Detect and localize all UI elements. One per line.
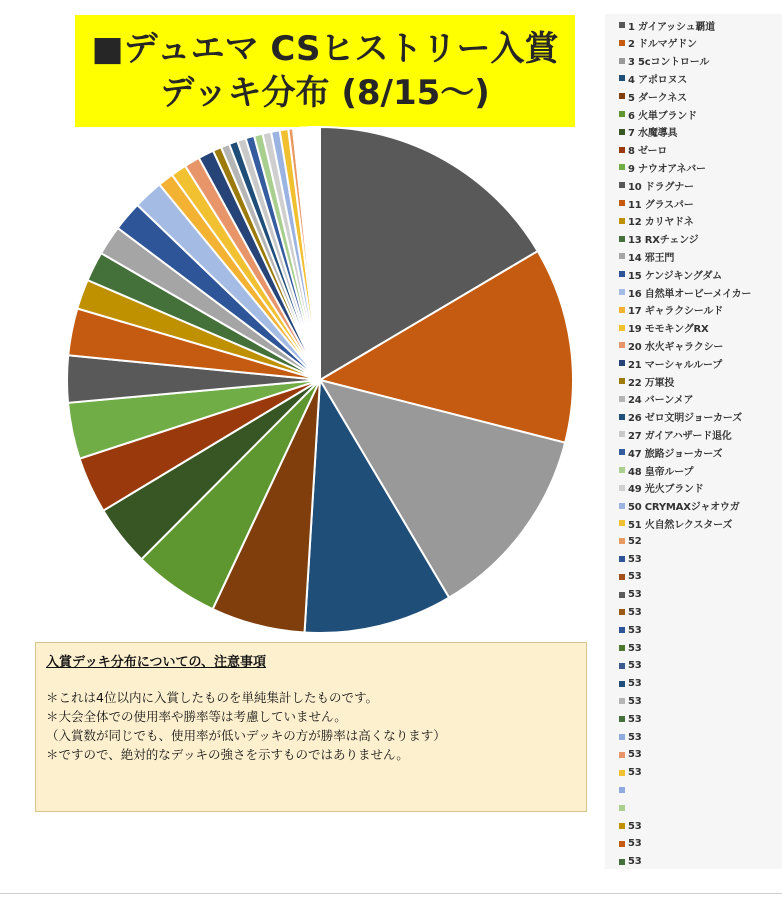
legend-swatch bbox=[619, 805, 625, 811]
legend-item bbox=[619, 462, 693, 478]
legend-swatch bbox=[619, 574, 625, 580]
legend-item bbox=[619, 142, 667, 158]
legend-item bbox=[619, 373, 674, 389]
legend-label: 19 モモキングRX bbox=[628, 324, 709, 336]
legend-label: 16 自然単オービーメイカー bbox=[628, 288, 752, 300]
legend-item bbox=[619, 515, 732, 531]
legend bbox=[605, 14, 782, 869]
legend-item bbox=[619, 729, 642, 745]
notes-box bbox=[35, 642, 587, 812]
note-line: ＊ですので、絶対的なデッキの強さを示すものではありません。 bbox=[46, 747, 409, 762]
legend-item bbox=[619, 836, 642, 852]
legend-swatch bbox=[619, 627, 625, 633]
legend-swatch bbox=[619, 93, 625, 99]
legend-item bbox=[619, 711, 642, 727]
legend-label: 21 マーシャルループ bbox=[628, 359, 723, 371]
legend-swatch bbox=[619, 520, 625, 526]
legend-item bbox=[619, 70, 687, 86]
legend-swatch bbox=[619, 360, 625, 366]
legend-label: 2 ドルマゲドン bbox=[628, 39, 697, 51]
legend-label: 53 bbox=[628, 606, 642, 618]
legend-item bbox=[619, 302, 723, 318]
legend-item bbox=[619, 320, 709, 336]
legend-item bbox=[619, 213, 694, 229]
legend-swatch bbox=[619, 841, 625, 847]
legend-label: 22 万軍投 bbox=[628, 377, 675, 389]
legend-label: 27 ガイアハザード退化 bbox=[628, 430, 732, 442]
legend-label: 53 bbox=[628, 695, 642, 707]
legend-label: 8 ゼーロ bbox=[628, 146, 668, 158]
legend-item bbox=[619, 658, 642, 674]
legend-swatch bbox=[619, 147, 625, 153]
legend-item bbox=[619, 533, 642, 549]
legend-item bbox=[619, 337, 723, 353]
legend-item bbox=[619, 640, 642, 656]
legend-swatch bbox=[619, 592, 625, 598]
legend-swatch bbox=[619, 538, 625, 544]
legend-swatch bbox=[619, 218, 625, 224]
legend-label: 53 bbox=[628, 838, 642, 850]
legend-label: 7 水魔導具 bbox=[628, 128, 678, 140]
legend-label: 51 火自然レクスターズ bbox=[628, 519, 733, 531]
legend-swatch bbox=[619, 58, 625, 64]
legend-item bbox=[619, 284, 751, 300]
legend-item bbox=[619, 498, 740, 514]
legend-swatch bbox=[619, 823, 625, 829]
legend-swatch bbox=[619, 253, 625, 259]
legend-swatch bbox=[619, 129, 625, 135]
legend-label: 53 bbox=[628, 731, 642, 743]
legend-swatch bbox=[619, 770, 625, 776]
legend-swatch bbox=[619, 485, 625, 491]
legend-swatch bbox=[619, 609, 625, 615]
legend-label: 53 bbox=[628, 571, 642, 583]
legend-label: 15 ケンジキングダム bbox=[628, 270, 722, 282]
legend-label: 48 皇帝ループ bbox=[628, 466, 694, 478]
legend-item bbox=[619, 159, 706, 175]
notes-title: 入賞デッキ分布についての、注意事項 bbox=[46, 655, 266, 670]
legend-label: 53 bbox=[628, 624, 642, 636]
legend-label: 17 ギャラクシールド bbox=[628, 306, 723, 318]
legend-item bbox=[619, 569, 642, 585]
legend-item bbox=[619, 818, 642, 834]
legend-item bbox=[619, 747, 642, 763]
legend-label: 53 bbox=[628, 856, 642, 868]
legend-swatch bbox=[619, 75, 625, 81]
pie-chart bbox=[60, 125, 580, 645]
legend-label: 53 bbox=[628, 767, 642, 779]
legend-item bbox=[619, 426, 732, 442]
legend-swatch bbox=[619, 645, 625, 651]
legend-label: 52 bbox=[628, 535, 642, 547]
legend-item bbox=[619, 604, 642, 620]
legend-item bbox=[619, 622, 642, 638]
legend-item bbox=[619, 480, 704, 496]
legend-swatch bbox=[619, 378, 625, 384]
legend-item bbox=[619, 676, 642, 692]
legend-swatch bbox=[619, 307, 625, 313]
legend-label: 10 ドラグナー bbox=[628, 181, 694, 193]
legend-swatch bbox=[619, 752, 625, 758]
chart-title-box bbox=[75, 15, 575, 127]
legend-swatch bbox=[619, 40, 625, 46]
note-line: ＊これは4位以内に入賞したものを単純集計したものです。 bbox=[46, 690, 378, 705]
legend-label: 53 bbox=[628, 678, 642, 690]
legend-item bbox=[619, 266, 722, 282]
legend-item bbox=[619, 88, 687, 104]
legend-label: 24 バーンメア bbox=[628, 395, 694, 407]
legend-label: 1 ガイアッシュ覇道 bbox=[628, 21, 715, 33]
legend-label: 20 水火ギャラクシー bbox=[628, 341, 724, 353]
legend-swatch bbox=[619, 431, 625, 437]
legend-label: 53 bbox=[628, 713, 642, 725]
note-line: ＊大会全体での使用率や勝率等は考慮していません。 bbox=[46, 709, 347, 724]
legend-swatch bbox=[619, 271, 625, 277]
legend-item bbox=[619, 409, 742, 425]
chart-title-line-1: ■デュエマ CSヒストリー入賞 bbox=[91, 29, 559, 69]
legend-swatch bbox=[619, 449, 625, 455]
legend-item bbox=[619, 551, 642, 567]
chart-title-line-2: デッキ分布 (8/15～) bbox=[160, 73, 490, 113]
legend-label: 26 ゼロ文明ジョーカーズ bbox=[628, 413, 742, 425]
legend-item bbox=[619, 693, 642, 709]
legend-label: 49 光火ブランド bbox=[628, 484, 704, 496]
legend-item bbox=[619, 248, 674, 264]
legend-label: 9 ナウオアネバー bbox=[628, 163, 706, 175]
legend-swatch bbox=[619, 716, 625, 722]
legend-swatch bbox=[619, 556, 625, 562]
legend-swatch bbox=[619, 787, 625, 793]
legend-label: 3 5cコントロール bbox=[628, 57, 710, 69]
legend-swatch bbox=[619, 325, 625, 331]
legend-label: 53 bbox=[628, 749, 642, 761]
divider bbox=[0, 893, 782, 894]
legend-swatch bbox=[619, 289, 625, 295]
legend-swatch bbox=[619, 734, 625, 740]
legend-label: 13 RXチェンジ bbox=[628, 235, 699, 247]
legend-swatch bbox=[619, 414, 625, 420]
legend-swatch bbox=[619, 681, 625, 687]
legend-swatch bbox=[619, 200, 625, 206]
legend-item bbox=[619, 854, 642, 870]
legend-item bbox=[619, 800, 628, 816]
legend-swatch bbox=[619, 663, 625, 669]
legend-swatch bbox=[619, 467, 625, 473]
legend-label: 4 アポロヌス bbox=[628, 74, 688, 86]
legend-label: 6 火単ブランド bbox=[628, 110, 697, 122]
legend-item bbox=[619, 124, 677, 140]
note-line: （入賞数が同じでも、使用率が低いデッキの方が勝率は高くなります） bbox=[46, 728, 446, 743]
legend-label: 53 bbox=[628, 642, 642, 654]
legend-item bbox=[619, 177, 694, 193]
legend-item bbox=[619, 782, 628, 798]
legend-swatch bbox=[619, 182, 625, 188]
legend-label: 11 グラスパー bbox=[628, 199, 694, 211]
legend-label: 14 邪王門 bbox=[628, 252, 675, 264]
legend-label: 53 bbox=[628, 553, 642, 565]
legend-label: 12 カリヤドネ bbox=[628, 217, 694, 229]
legend-swatch bbox=[619, 859, 625, 865]
legend-swatch bbox=[619, 22, 625, 28]
legend-label: 5 ダークネス bbox=[628, 92, 687, 104]
legend-item bbox=[619, 106, 697, 122]
legend-item bbox=[619, 355, 722, 371]
legend-item bbox=[619, 35, 697, 51]
legend-item bbox=[619, 391, 693, 407]
legend-label: 47 旅路ジョーカーズ bbox=[628, 448, 723, 460]
legend-item bbox=[619, 53, 709, 69]
legend-swatch bbox=[619, 342, 625, 348]
legend-item bbox=[619, 765, 642, 781]
legend-label: 53 bbox=[628, 820, 642, 832]
legend-item bbox=[619, 195, 694, 211]
legend-swatch bbox=[619, 164, 625, 170]
legend-label: 50 CRYMAXジャオウガ bbox=[628, 502, 740, 514]
legend-swatch bbox=[619, 503, 625, 509]
legend-item bbox=[619, 587, 642, 603]
legend-swatch bbox=[619, 111, 625, 117]
legend-item bbox=[619, 17, 715, 33]
legend-swatch bbox=[619, 236, 625, 242]
legend-label: 53 bbox=[628, 660, 642, 672]
legend-swatch bbox=[619, 698, 625, 704]
legend-item bbox=[619, 231, 698, 247]
legend-item bbox=[619, 444, 722, 460]
legend-swatch bbox=[619, 396, 625, 402]
legend-label: 53 bbox=[628, 589, 642, 601]
